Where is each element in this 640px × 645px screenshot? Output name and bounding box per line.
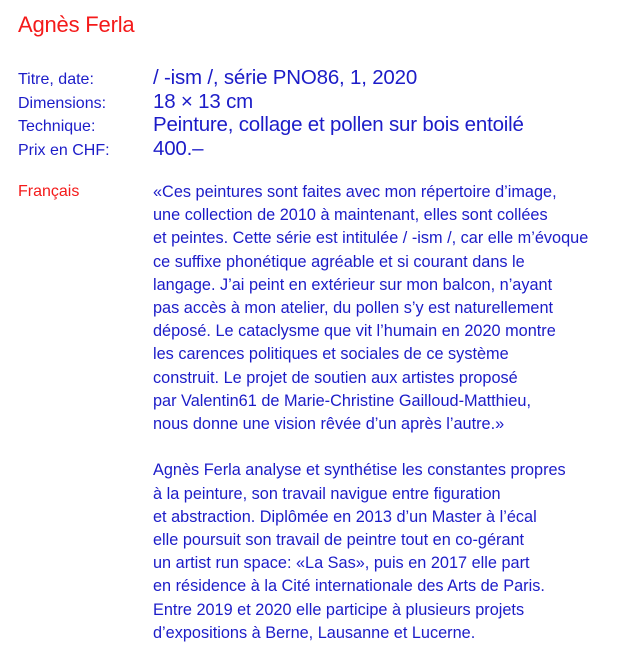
meta-label: Dimensions:: [18, 94, 107, 112]
text-line: par Valentin61 de Marie-Christine Gailloud-Matthieu,: [153, 391, 531, 410]
text-line: déposé. Le cataclysme que vit l’humain en 2020 montre: [153, 322, 556, 341]
text-body: [153, 181, 633, 645]
meta-label: Technique:: [18, 118, 96, 135]
meta-value: Peinture, collage et pollen sur bois entoilé: [153, 113, 524, 136]
text-line: elle poursuit son travail de peintre tout en co-gérant: [153, 531, 525, 550]
artist-statement: [153, 181, 633, 436]
text-line: nous donne une vision rêvée d’un après l’autre.»: [153, 415, 505, 434]
text-line: à la peinture, son travail navigue entre figuration: [153, 484, 501, 503]
text-line: Agnès Ferla analyse et synthétise les constantes propres: [153, 461, 566, 480]
text-line: un artist run space: «La Sas», puis en 2017 elle part: [153, 554, 530, 573]
text-line: ce suffixe phonétique agréable et si courant dans le: [153, 252, 525, 271]
artwork-metadata: [18, 66, 524, 160]
text-line: et peintes. Cette série est intitulée / -ism /, car elle m’évoque: [153, 229, 589, 248]
meta-row-technique: [18, 113, 524, 137]
text-line: en résidence à la Cité internationale des Arts de Paris.: [153, 577, 545, 596]
text-line: pas accès à mon atelier, du pollen s’y est naturellement: [153, 299, 554, 318]
text-line: langage. J’ai peint en extérieur sur mon balcon, n’ayant: [153, 275, 553, 294]
text-line: construit. Le projet de soutien aux artistes proposé: [153, 368, 518, 387]
artist-name: Agnès Ferla: [18, 12, 135, 37]
text-line: une collection de 2010 à maintenant, elles sont collées: [153, 206, 548, 225]
meta-row-dimensions: [18, 90, 524, 114]
meta-value: 18 × 13 cm: [153, 89, 253, 113]
meta-label: Prix en CHF:: [18, 141, 110, 159]
meta-row-title: [18, 66, 524, 90]
text-line: et abstraction. Diplômée en 2013 d’un Master à l’écal: [153, 507, 537, 526]
meta-label: Titre, date:: [18, 71, 94, 88]
text-line: d’expositions à Berne, Lausanne et Lucerne.: [153, 623, 476, 642]
text-line: les carences politiques et sociales de ce système: [153, 345, 509, 364]
text-line: Entre 2019 et 2020 elle participe à plusieurs projets: [153, 600, 525, 619]
meta-row-price: [18, 137, 524, 161]
meta-value: 400.–: [153, 136, 204, 160]
artist-bio: [153, 459, 633, 645]
meta-value: / -ism /, série PNO86, 1, 2020: [153, 66, 418, 89]
text-line: «Ces peintures sont faites avec mon répertoire d’image,: [153, 183, 557, 201]
language-label: Français: [18, 183, 80, 200]
